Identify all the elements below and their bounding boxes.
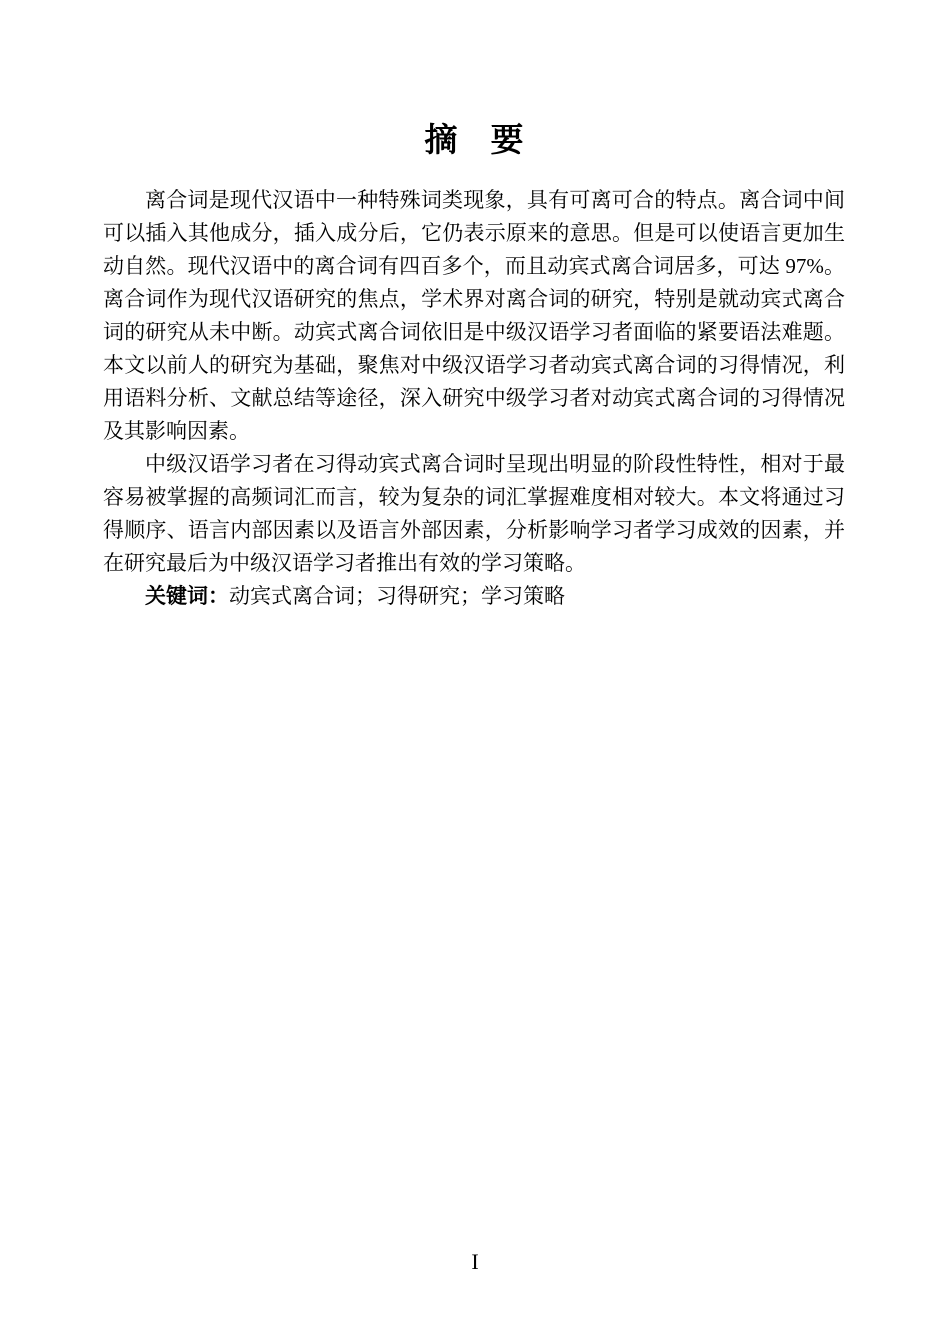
page-title: 摘 要 [424, 123, 524, 159]
abstract-paragraph-2: 中级汉语学习者在习得动宾式离合词时呈现出明显的阶段性特性，相对于最容易被掌握的高频词汇而言，较为复杂的词汇掌握难度相对较大。本文将通过习得顺序、语言内部因素以及语言外部因素，分析影响学习者学习成效的因素，并在研究最后为中级汉语学习者推出有效的学习策略。 [103, 452, 845, 575]
keywords-line [103, 580, 845, 613]
page-footer [0, 1248, 950, 1276]
keywords-label: 关键词： [145, 584, 229, 608]
page-content [103, 120, 845, 613]
page-number: I [471, 1249, 479, 1274]
abstract-paragraph-1: 离合词是现代汉语中一种特殊词类现象，具有可离可合的特点。离合词中间可以插入其他成分，插入成分后，它仍表示原来的意思。但是可以使语言更加生动自然。现代汉语中的离合词有四百多个，而且动宾式离合词居多，可达 97%。离合词作为现代汉语研究的焦点，学术界对离合词的研究，特别是就动宾式离合词的研究从未中断。动宾式离合词依旧是中级汉语学习者面临的紧要语法难题。本文以前人的研究为基础，聚焦对中级汉语学习者动宾式离合词的习得情况，利用语料分析、文献总结等途径，深入研究中级学习者对动宾式离合词的习得情况及其影响因素。 [103, 188, 845, 443]
keywords-text: 动宾式离合词；习得研究；学习策略 [229, 584, 565, 608]
abstract-body [103, 184, 845, 613]
